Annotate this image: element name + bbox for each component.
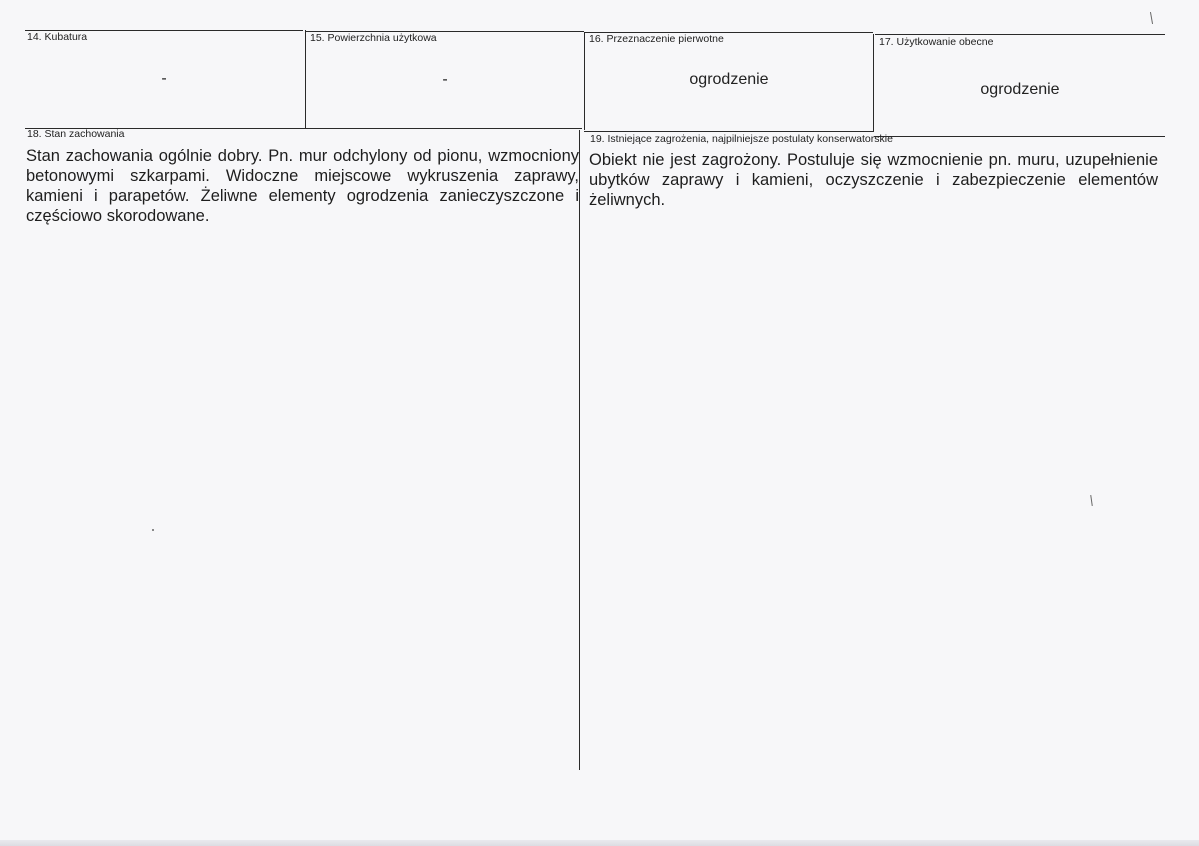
field-19-text: Obiekt nie jest zagrożony. Postuluje się wzmocnienie pn. muru, uzupełnienie ubytków zaprawy i kamieni, oczyszczenie i zabezpieczenie elementów żeliwnych. bbox=[589, 151, 1158, 209]
row2-top-border bbox=[874, 136, 1165, 137]
field-15-label: 15. Powierzchnia użytkowa bbox=[310, 32, 437, 44]
row2-top-border bbox=[584, 131, 874, 132]
scan-mark bbox=[1090, 495, 1093, 506]
field-19-label: 19. Istniejące zagrożenia, najpilniejsze postulaty konserwatorskie bbox=[590, 133, 893, 145]
field-14-label: 14. Kubatura bbox=[27, 31, 88, 43]
field-16-label: 16. Przeznaczenie pierwotne bbox=[589, 33, 724, 45]
main-divider bbox=[579, 130, 580, 770]
scan-mark bbox=[1150, 12, 1153, 24]
field-17-label: 17. Użytkowanie obecne bbox=[879, 36, 994, 48]
field-15-value: - bbox=[442, 71, 448, 88]
field-18-label: 18. Stan zachowania bbox=[27, 128, 125, 140]
scan-bottom-edge bbox=[0, 840, 1199, 846]
row1-top-border bbox=[875, 34, 1165, 35]
field-18-text: Stan zachowania ogólnie dobry. Pn. mur odchylony od pionu, wzmocniony betonowymi szkarpami. Widoczne miejscowe wykruszenia zaprawy, kamieni i parapetów. Żeliwne elementy ogrodzenia zanieczyszczone i częściowo skorodowane. bbox=[26, 147, 579, 225]
scan-dot bbox=[152, 529, 154, 531]
field-16-value: ogrodzenie bbox=[689, 71, 769, 88]
field-17-value: ogrodzenie bbox=[980, 81, 1060, 98]
field-14-value: - bbox=[161, 70, 167, 87]
row1-divider bbox=[873, 34, 874, 132]
